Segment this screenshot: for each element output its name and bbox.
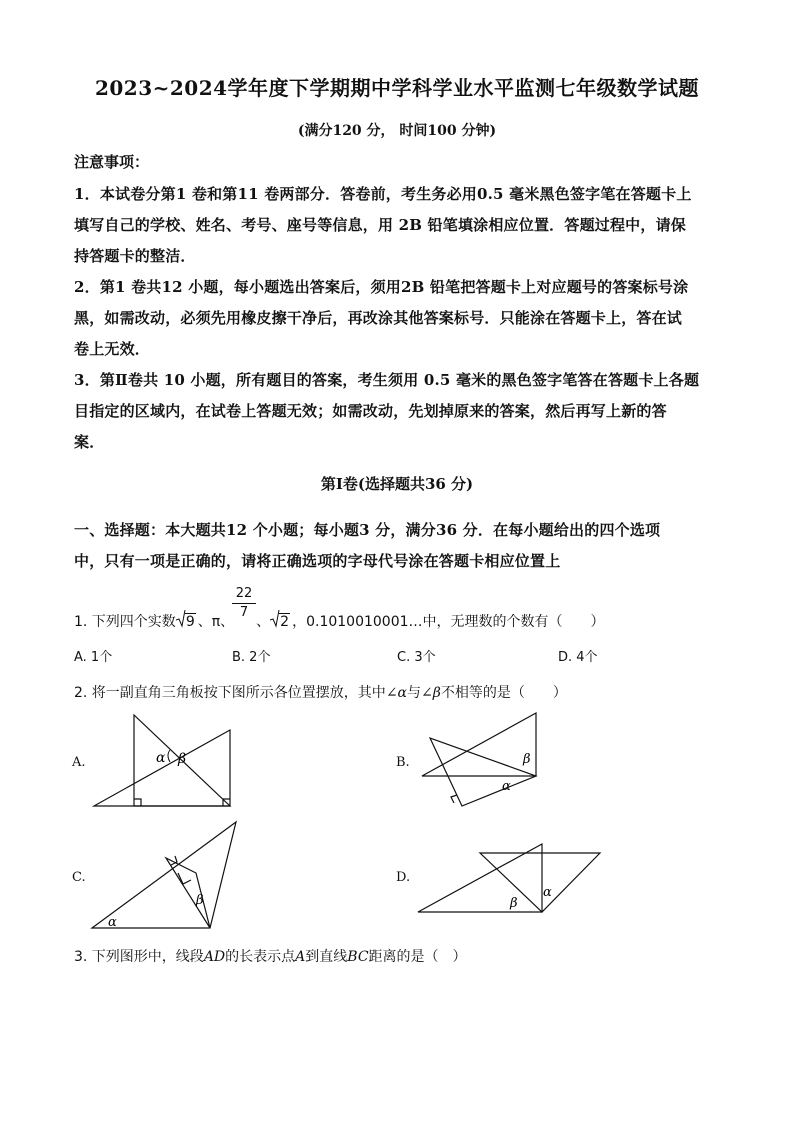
notes-line: 案． — [74, 433, 105, 451]
figure-c-beta: β — [196, 893, 204, 908]
notes-line: 填写自己的学校、姓名、考号、座号等信息，用 2B 铅笔填涂相应位置．答题过程中，请保 — [74, 216, 686, 234]
figure-a-beta: β — [178, 751, 187, 767]
figure-d-beta: β — [510, 896, 518, 911]
figure-b-triangles — [414, 710, 554, 820]
notes-line: 2．第1 卷共12 小题，每小题选出答案后，须用2B 铅笔把答题卡上对应题号的答案标号涂 — [74, 278, 689, 296]
section-instructions: 中，只有一项是正确的，请将正确选项的字母代号涂在答题卡相应位置上 — [74, 552, 561, 570]
figure-label-c[interactable]: C. — [72, 870, 86, 885]
q1-sep1: 、π、 — [197, 614, 235, 630]
question-2: 2. 将一副直角三角板按下图所示各位置摆放，其中∠α与∠β不相等的是（ ） — [74, 685, 567, 701]
sqrt-2: 2 — [270, 614, 290, 630]
notes-line: 持答题卡的整洁． — [74, 247, 196, 265]
notes-line: 1．本试卷分第1 卷和第11 卷两部分．答卷前，考生务必用0.5 毫米黑色签字笔在答题卡上 — [74, 185, 692, 203]
figure-d-alpha: α — [543, 885, 552, 900]
figure-d-triangle-1 — [418, 844, 542, 912]
section-instructions: 一、选择题：本大题共12 个小题；每小题3 分，满分36 分．在每小题给出的四个选项 — [74, 521, 661, 539]
figure-label-a[interactable]: A. — [72, 755, 86, 770]
q1-suffix: ，0.1010010001…中，无理数的个数有（ ） — [292, 614, 605, 630]
q1-option-c[interactable]: C. 3个 — [397, 650, 436, 665]
figure-c-alpha: α — [108, 915, 117, 930]
figure-d-triangle-2 — [480, 853, 600, 912]
q1-option-d[interactable]: D. 4个 — [558, 650, 598, 665]
figure-b-triangle-2 — [430, 738, 536, 806]
notes-line: 目指定的区域内，在试卷上答题无效；如需改动，先划掉原来的答案，然后再写上新的答 — [74, 402, 667, 420]
exam-subtitle: (满分120 分， 时间100 分钟) — [297, 123, 497, 139]
figure-a-alpha: α — [156, 750, 166, 766]
figure-a-triangles — [90, 712, 240, 812]
fraction-22-7: 22 7 — [232, 586, 256, 620]
question-1 — [74, 611, 605, 631]
q1-prefix: 1. 下列四个实数 — [74, 614, 176, 630]
question-3: 3. 下列图形中，线段AD的长表示点A到直线BC距离的是（ ） — [74, 949, 467, 965]
section-heading: 第Ⅰ卷(选择题共36 分) — [320, 475, 474, 493]
notes-heading: 注意事项： — [74, 153, 150, 171]
q1-sep2: 、 — [256, 614, 271, 630]
radical-sign-icon — [176, 610, 186, 628]
q1-option-b[interactable]: B. 2个 — [232, 650, 271, 665]
figure-label-d[interactable]: D. — [396, 870, 411, 885]
figure-label-b[interactable]: B. — [396, 755, 410, 770]
notes-line: 3．第Ⅱ卷共 10 小题，所有题目的答案，考生须用 0.5 毫米的黑色签字笔答在答题卡上各题 — [74, 371, 700, 389]
figure-b-alpha: α — [502, 779, 511, 794]
figure-d-triangles — [414, 840, 604, 918]
figure-b-beta: β — [523, 752, 531, 767]
radical-sign-icon — [270, 610, 280, 628]
sqrt-9: 9 — [176, 614, 196, 630]
exam-title: 2023~2024学年度下学期期中学科学业水平监测七年级数学试题 — [94, 76, 700, 100]
figure-b-triangle-1 — [422, 713, 536, 776]
notes-line: 黑，如需改动，必须先用橡皮擦干净后，再改涂其他答案标号．只能涂在答题卡上，答在试 — [74, 309, 683, 327]
figure-c-triangles — [88, 818, 243, 933]
figure-c-triangle-1 — [92, 822, 236, 928]
q1-option-a[interactable]: A. 1个 — [74, 650, 113, 665]
notes-line: 卷上无效． — [74, 340, 151, 358]
